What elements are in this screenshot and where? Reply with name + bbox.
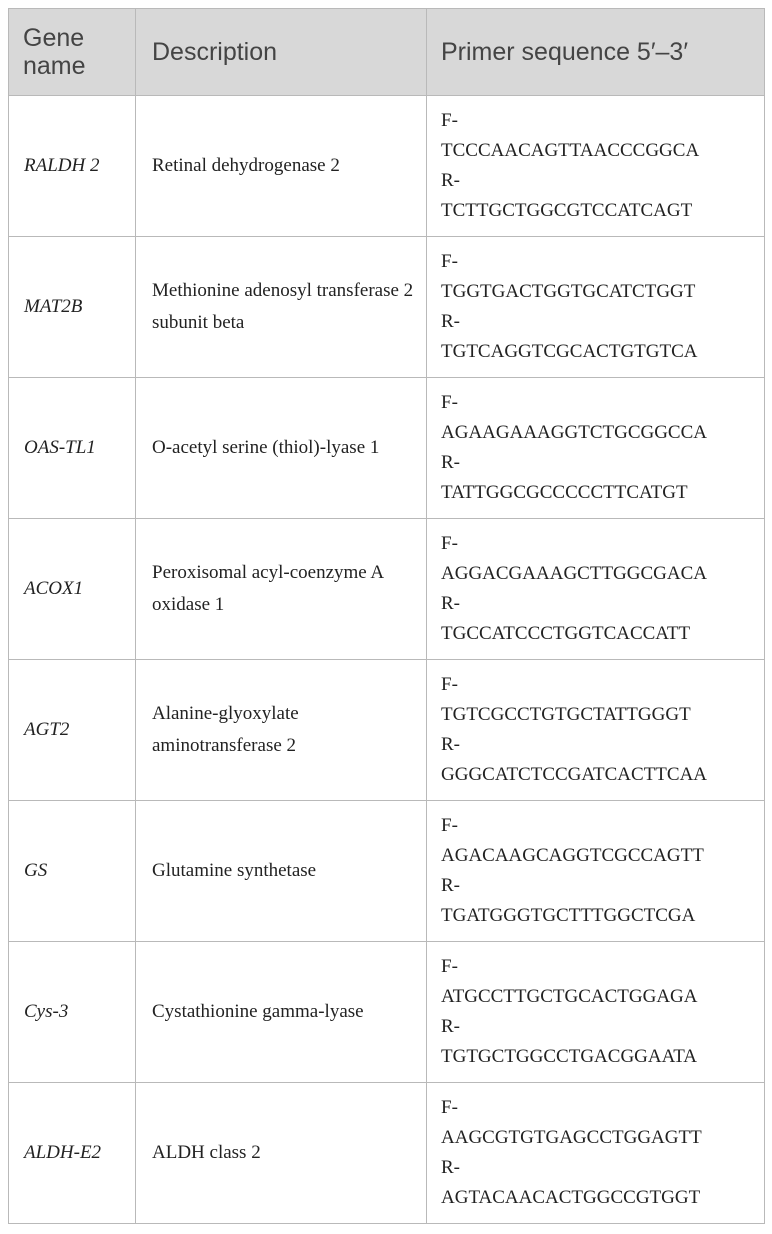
header-gene-name: Gene name [9, 9, 136, 96]
table-row [9, 237, 765, 378]
forward-primer: AGACAAGCAGGTCGCCAGTT [441, 845, 704, 866]
forward-primer: ATGCCTTGCTGCACTGGAGA [441, 986, 698, 1007]
reverse-label: R- [441, 875, 460, 896]
table-row [9, 519, 765, 660]
reverse-primer: TCTTGCTGGCGTCCATCAGT [441, 200, 693, 221]
description-cell: ALDH class 2 [136, 1083, 427, 1224]
description-cell: O-acetyl serine (thiol)-lyase 1 [136, 378, 427, 519]
table-row [9, 660, 765, 801]
description-cell: Alanine-glyoxylate aminotransferase 2 [136, 660, 427, 801]
primer-sequence-cell [427, 801, 765, 942]
forward-primer: TGGTGACTGGTGCATCTGGT [441, 281, 696, 302]
reverse-primer: TGTGCTGGCCTGACGGAATA [441, 1046, 698, 1067]
description-cell: Cystathionine gamma-lyase [136, 942, 427, 1083]
forward-label: F- [441, 533, 458, 554]
gene-name-cell: ACOX1 [9, 519, 136, 660]
reverse-label: R- [441, 734, 460, 755]
primer-sequence-cell [427, 942, 765, 1083]
primer-sequence-cell [427, 378, 765, 519]
reverse-primer: GGGCATCTCCGATCACTTCAA [441, 764, 708, 785]
reverse-primer: AGTACAACACTGGCCGTGGT [441, 1187, 701, 1208]
table-row [9, 942, 765, 1083]
forward-primer: AGGACGAAAGCTTGGCGACA [441, 563, 707, 584]
primer-table [8, 8, 765, 1224]
gene-name-cell: AGT2 [9, 660, 136, 801]
gene-name-cell: OAS-TL1 [9, 378, 136, 519]
forward-primer: AGAAGAAAGGTCTGCGGCCA [441, 422, 707, 443]
reverse-label: R- [441, 1157, 460, 1178]
table-row [9, 801, 765, 942]
primer-sequence-cell [427, 660, 765, 801]
table-row [9, 96, 765, 237]
forward-label: F- [441, 956, 458, 977]
primer-sequence-cell [427, 519, 765, 660]
reverse-label: R- [441, 311, 460, 332]
gene-name-cell: MAT2B [9, 237, 136, 378]
reverse-label: R- [441, 452, 460, 473]
reverse-label: R- [441, 1016, 460, 1037]
reverse-label: R- [441, 593, 460, 614]
table-row [9, 1083, 765, 1224]
reverse-primer: TGTCAGGTCGCACTGTGTCA [441, 341, 698, 362]
reverse-primer: TATTGGCGCCCCCTTCATGT [441, 482, 688, 503]
header-primer-sequence: Primer sequence 5′–3′ [427, 9, 765, 96]
gene-name-cell: RALDH 2 [9, 96, 136, 237]
forward-primer: TGTCGCCTGTGCTATTGGGT [441, 704, 691, 725]
description-cell: Retinal dehydrogenase 2 [136, 96, 427, 237]
forward-label: F- [441, 110, 458, 131]
description-cell: Methionine adenosyl transferase 2 subunit beta [136, 237, 427, 378]
forward-label: F- [441, 815, 458, 836]
forward-primer: AAGCGTGTGAGCCTGGAGTT [441, 1127, 702, 1148]
table-row [9, 378, 765, 519]
primer-sequence-cell [427, 237, 765, 378]
description-cell: Glutamine synthetase [136, 801, 427, 942]
description-cell: Peroxisomal acyl-coenzyme A oxidase 1 [136, 519, 427, 660]
reverse-primer: TGCCATCCCTGGTCACCATT [441, 623, 691, 644]
gene-name-cell: GS [9, 801, 136, 942]
primer-sequence-cell [427, 96, 765, 237]
forward-label: F- [441, 674, 458, 695]
table-header [9, 9, 765, 96]
gene-name-cell: ALDH-E2 [9, 1083, 136, 1224]
forward-label: F- [441, 251, 458, 272]
forward-label: F- [441, 1097, 458, 1118]
forward-label: F- [441, 392, 458, 413]
gene-name-cell: Cys-3 [9, 942, 136, 1083]
reverse-label: R- [441, 170, 460, 191]
primer-sequence-cell [427, 1083, 765, 1224]
header-description: Description [136, 9, 427, 96]
forward-primer: TCCCAACAGTTAACCCGGCA [441, 140, 700, 161]
header-row [9, 9, 765, 96]
reverse-primer: TGATGGGTGCTTTGGCTCGA [441, 905, 696, 926]
table-body [9, 96, 765, 1224]
